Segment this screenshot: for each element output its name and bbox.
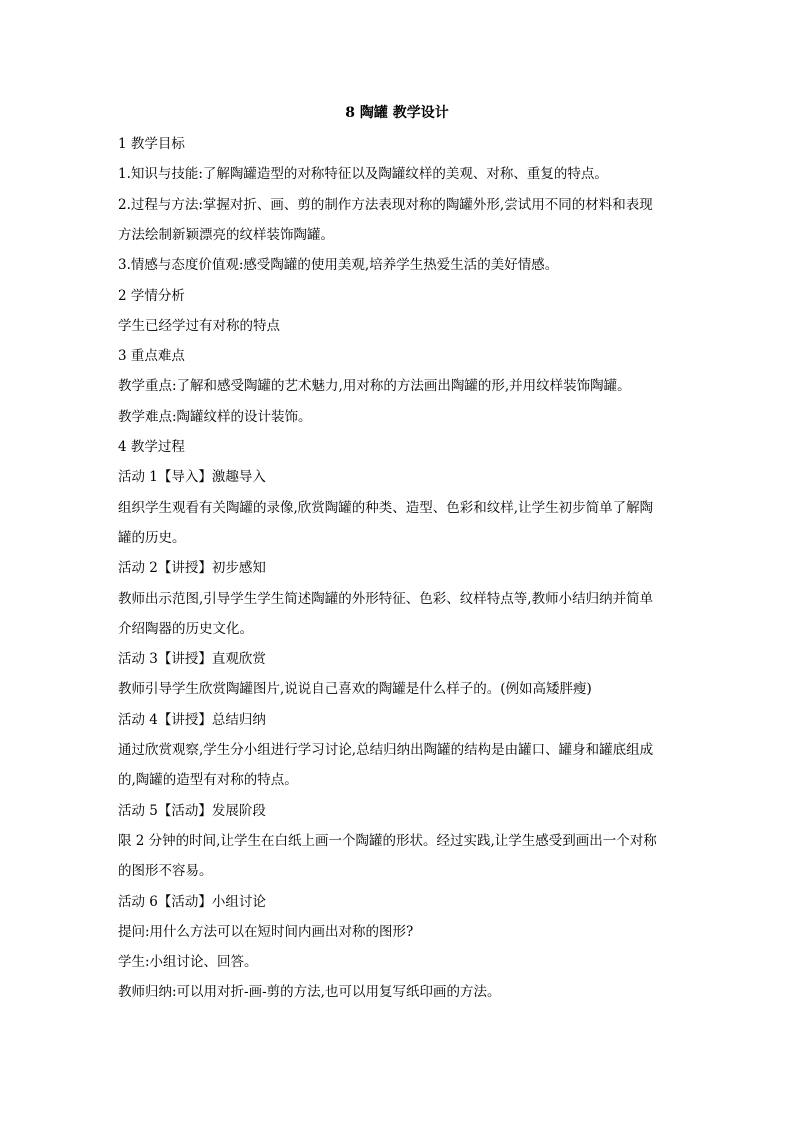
body-line: 组织学生观看有关陶罐的录像,欣赏陶罐的种类、造型、色彩和纹样,让学生初步简单了解陶 [118, 499, 654, 516]
body-line: 活动 6【活动】小组讨论 [118, 893, 266, 910]
body-line: 活动 3【讲授】直观欣赏 [118, 651, 266, 668]
body-line: 活动 4【讲授】总结归纳 [118, 711, 266, 728]
body-line: 教师归纳:可以用对折-画-剪的方法,也可以用复写纸印画的方法。 [118, 984, 501, 1001]
document-title: 8 陶罐 教学设计 [345, 105, 449, 121]
body-line: 学生已经学过有对称的特点 [118, 317, 280, 334]
body-line: 1 教学目标 [118, 136, 185, 152]
body-line: 活动 5【活动】发展阶段 [118, 802, 266, 819]
body-line: 介绍陶器的历史文化。 [118, 620, 253, 637]
body-line: 的,陶罐的造型有对称的特点。 [118, 772, 298, 789]
body-line: 1.知识与技能:了解陶罐造型的对称特征以及陶罐纹样的美观、对称、重复的特点。 [118, 166, 608, 183]
body-line: 方法绘制新颖漂亮的纹样装饰陶罐。 [118, 226, 334, 243]
body-line: 提问:用什么方法可以在短时间内画出对称的图形? [118, 923, 414, 940]
body-line: 的图形不容易。 [118, 863, 213, 880]
body-line: 3 重点难点 [118, 348, 185, 365]
body-line: 罐的历史。 [118, 529, 186, 546]
body-line: 教师引导学生欣赏陶罐图片,说说自己喜欢的陶罐是什么样子的。(例如高矮胖瘦) [118, 681, 592, 698]
body-line: 活动 1【导入】激趣导入 [118, 469, 266, 486]
body-line: 3.情感与态度价值观:感受陶罐的使用美观,培养学生热爱生活的美好情感。 [118, 257, 559, 274]
body-line: 活动 2【讲授】初步感知 [118, 560, 266, 577]
body-line: 教学难点:陶罐纹样的设计装饰。 [118, 408, 312, 425]
body-line: 教学重点:了解和感受陶罐的艺术魅力,用对称的方法画出陶罐的形,并用纹样装饰陶罐。 [118, 378, 631, 395]
body-line: 学生:小组讨论、回答。 [118, 954, 258, 971]
body-line: 2 学情分析 [118, 287, 185, 304]
body-line: 限 2 分钟的时间,让学生在白纸上画一个陶罐的形状。经过实践,让学生感受到画出一个对称 [118, 832, 657, 849]
body-line: 通过欣赏观察,学生分小组进行学习讨论,总结归纳出陶罐的结构是由罐口、罐身和罐底组成 [118, 742, 654, 758]
body-line: 4 教学过程 [118, 439, 185, 455]
body-line: 2.过程与方法:掌握对折、画、剪的制作方法表现对称的陶罐外形,尝试用不同的材料和表现 [118, 196, 653, 213]
body-line: 教师出示范图,引导学生学生简述陶罐的外形特征、色彩、纹样特点等,教师小结归纳并简单 [118, 590, 654, 607]
